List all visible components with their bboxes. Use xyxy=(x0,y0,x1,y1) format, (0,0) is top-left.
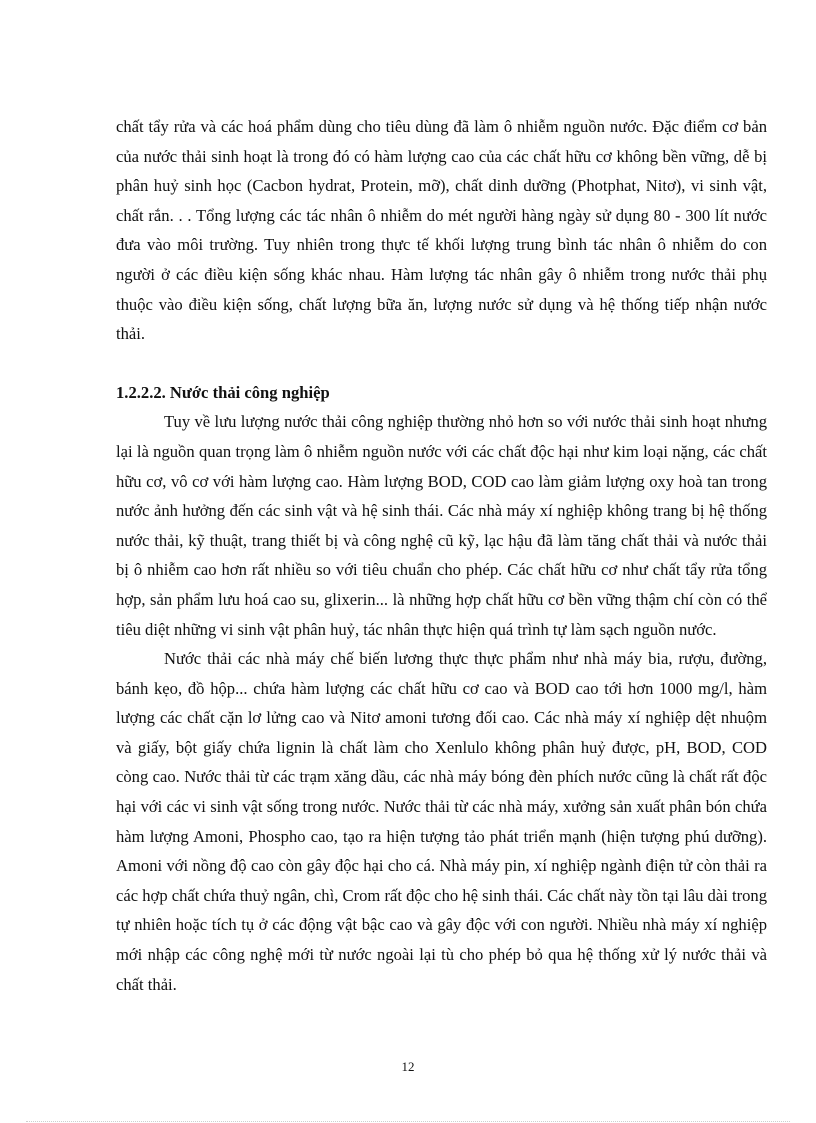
paragraph-industrial-wastewater: Tuy về lưu lượng nước thải công nghiệp thường nhỏ hơn so với nước thải sinh hoạt nhưng lại là nguồn quan trọng làm ô nhiễm nguồn nước với các chất độc hại như kim loại nặng, các chất hữu cơ, vô cơ với hàm lượng cao. Hàm lượng BOD, COD cao làm giảm lượng oxy hoà tan trong nước ảnh hưởng đến các sinh vật và hệ sinh thái. Các nhà máy xí nghiệp không trang bị hệ thống nước thải, kỹ thuật, trang thiết bị và công nghệ cũ kỹ, lạc hậu đã làm tăng chất thải và nước thải bị ô nhiễm cao hơn rất nhiều so với tiêu chuẩn cho phép. Các chất hữu cơ như chất tẩy rửa tổng hợp, sản phẩm lưu hoá cao su, glixerin... là những hợp chất hữu cơ bền vững thậm chí còn có thể tiêu diệt những vi sinh vật phân huỷ, tác nhân thực hiện quá trình tự làm sạch nguồn nước. xyxy=(116,412,767,639)
page-number: 12 xyxy=(401,1059,415,1074)
section-heading: 1.2.2.2. Nước thải công nghiệp xyxy=(116,382,330,402)
page-body xyxy=(116,112,767,999)
paragraph-food-processing-wastewater: Nước thải các nhà máy chế biến lương thực thực phẩm như nhà máy bia, rượu, đường, bánh kẹo, đồ hộp... chứa hàm lượng các chất hữu cơ cao và BOD cao tới hơn 1000 mg/l, hàm lượng các chất cặn lơ lửng cao và Nitơ amoni tương đối cao. Các nhà máy xí nghiệp dệt nhuộm và giấy, bột giấy chứa lignin là chất làm cho Xenlulo không phân huỷ được, pH, BOD, COD còng cao. Nước thải từ các trạm xăng dầu, các nhà máy bóng đèn phích nước cũng là chất rất độc hại với các vi sinh vật sống trong nước. Nước thải từ các nhà máy, xưởng sản xuất phân bón chứa hàm lượng Amoni, Phospho cao, tạo ra hiện tượng tảo phát triển mạnh (hiện tượng phú dưỡng). Amoni với nồng độ cao còn gây độc hại cho cá. Nhà máy pin, xí nghiệp ngành điện tử còn thải ra các hợp chất chứa thuỷ ngân, chì, Crom rất độc cho hệ sinh thái. Các chất này tồn tại lâu dài trong tự nhiên hoặc tích tụ ở các động vật bậc cao và gây độc với con người. Nhiều nhà máy xí nghiệp mới nhập các công nghệ mới từ nước ngoài lại tù cho phép bỏ qua hệ thống xử lý nước thải và chất thải. xyxy=(116,649,767,994)
paragraph-continued: chất tẩy rửa và các hoá phẩm dùng cho tiêu dùng đã làm ô nhiễm nguồn nước. Đặc điểm cơ bản của nước thải sinh hoạt là trong đó có hàm lượng cao của các chất hữu cơ không bền vững, dễ bị phân huỷ sinh học (Cacbon hydrat, Protein, mỡ), chất dinh dưỡng (Photphat, Nitơ), vi sinh vật, chất rắn. . . Tổng lượng các tác nhân ô nhiễm do mét người hàng ngày sử dụng 80 - 300 lít nước đưa vào môi trường. Tuy nhiên trong thực tế khối lượng trung bình tác nhân ô nhiễm do con người ở các điều kiện sống khác nhau. Hàm lượng tác nhân gây ô nhiễm trong nước thải phụ thuộc vào điều kiện sống, chất lượng bữa ăn, lượng nước sử dụng và hệ thống tiếp nhận nước thải. xyxy=(116,117,767,344)
page-bottom-divider xyxy=(26,1121,790,1122)
